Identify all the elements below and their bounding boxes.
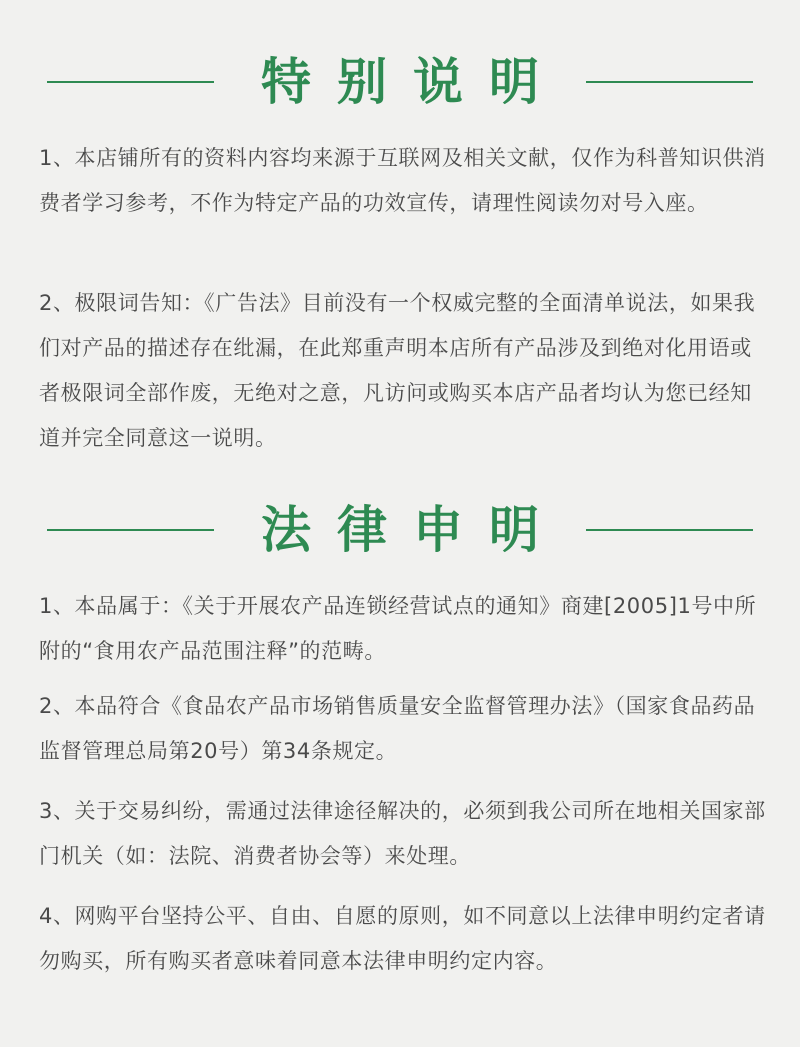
legal-divider-right bbox=[586, 529, 753, 531]
legal-paragraph-2: 2、本品符合《食品农产品市场销售质量安全监督管理办法》（国家食品药品监督管理总局第20号）第34条规定。 bbox=[39, 694, 756, 763]
notice-title: 特别说明 bbox=[261, 52, 565, 111]
notice-divider-right bbox=[586, 81, 753, 83]
notice-divider-left bbox=[47, 81, 214, 83]
legal-divider-left bbox=[47, 529, 214, 531]
legal-title: 法律申明 bbox=[261, 500, 565, 559]
notice-header bbox=[0, 47, 800, 117]
legal-paragraph-1: 1、本品属于：《关于开展农产品连锁经营试点的通知》商建[2005]1号中所附的“食用农产品范围注释”的范畴。 bbox=[39, 594, 757, 663]
notice-paragraph-1: 1、本店铺所有的资料内容均来源于互联网及相关文献，仅作为科普知识供消费者学习参考，不作为特定产品的功效宣传，请理性阅读勿对号入座。 bbox=[39, 146, 766, 215]
legal-paragraph-4: 4、网购平台坚持公平、自由、自愿的原则，如不同意以上法律申明约定者请勿购买，所有购买者意味着同意本法律申明约定内容。 bbox=[39, 904, 766, 973]
legal-paragraph-3: 3、关于交易纠纷，需通过法律途径解决的，必须到我公司所在地相关国家部门机关（如：法院、消费者协会等）来处理。 bbox=[39, 799, 766, 868]
notice-paragraph-2: 2、极限词告知：《广告法》目前没有一个权威完整的全面清单说法，如果我们对产品的描述存在纰漏，在此郑重声明本店所有产品涉及到绝对化用语或者极限词全部作废，无绝对之意，凡访问或购买本店产品者均认为您已经知道并完全同意这一说明。 bbox=[39, 291, 756, 450]
legal-header bbox=[0, 495, 800, 565]
